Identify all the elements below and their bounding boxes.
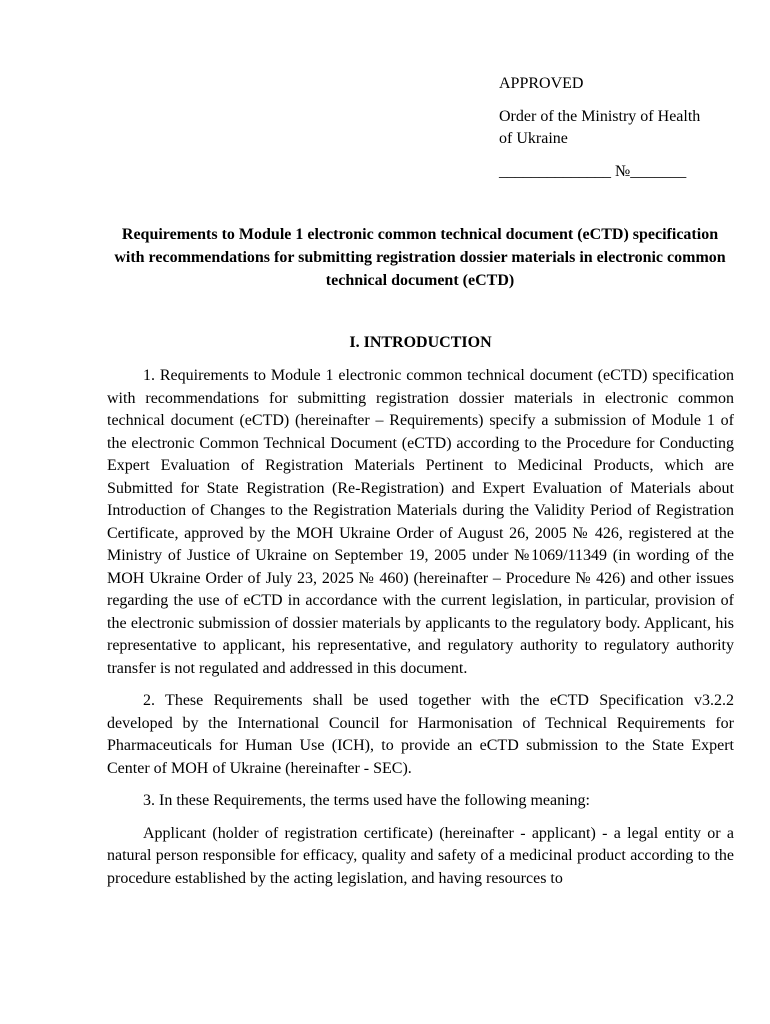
approving-order-line-2: of Ukraine [499, 130, 568, 147]
document-body [107, 365, 734, 900]
paragraph-3: 3. In these Requirements, the terms used have the following meaning: [143, 792, 590, 809]
document-title: Requirements to Module 1 electronic common technical document (eCTD) specification with recommendations for submitting registration dossier materials in electronic common technical document (eCTD) [114, 226, 726, 289]
section-heading: I. INTRODUCTION [349, 334, 492, 351]
order-number-line: ______________ №_______ [499, 162, 687, 180]
approval-block [499, 73, 739, 183]
approving-order [499, 106, 739, 151]
paragraph-2: 2. These Requirements shall be used together with the eCTD Specification v3.2.2 developed by the International Council for Harmonisation of Technical Requirements for Pharmaceuticals for Human Use (ICH), to provide an eCTD submission to the State Expert Center of MOH of Ukraine (hereinafter - SEC). [107, 692, 734, 777]
paragraph-4: Applicant (holder of registration certificate) (hereinafter - applicant) - a legal entity or a natural person responsible for efficacy, quality and safety of a medicinal product according to the procedure established by the acting legislation, and having resources to [107, 824, 734, 887]
paragraph-1: 1. Requirements to Module 1 electronic common technical document (eCTD) specification with recommendations for submitting registration dossier materials in electronic common technical document (eCTD) (hereinafter – Requirements) specify a submission of Module 1 of the electronic Common Technical Document (eCTD) according to the Procedure for Conducting Expert Evaluation of Registration Materials Pertinent to Medicinal Products, which are Submitted for State Registration (Re-Registration) and Expert Evaluation of Materials about Introduction of Changes to the Registration Materials during the Validity Period of Registration Certificate, approved by the MOH Ukraine Order of August 26, 2005 № 426, registered at the Ministry of Justice of Ukraine on September 19, 2005 under №1069/11349 (in wording of the MOH Ukraine Order of July 23, 2025 № 460) (hereinafter – Procedure № 426) and other issues regarding the use of eCTD in accordance with the current legislation, in particular, provision of the electronic submission of dossier materials by applicants to the regulatory body. Applicant, his representative to applicant, his representative, and regulatory authority to regulatory authority transfer is not regulated and addressed in this document. [107, 367, 734, 677]
approved-label: APPROVED [499, 75, 584, 92]
approving-order-line-1: Order of the Ministry of Health [499, 107, 701, 125]
